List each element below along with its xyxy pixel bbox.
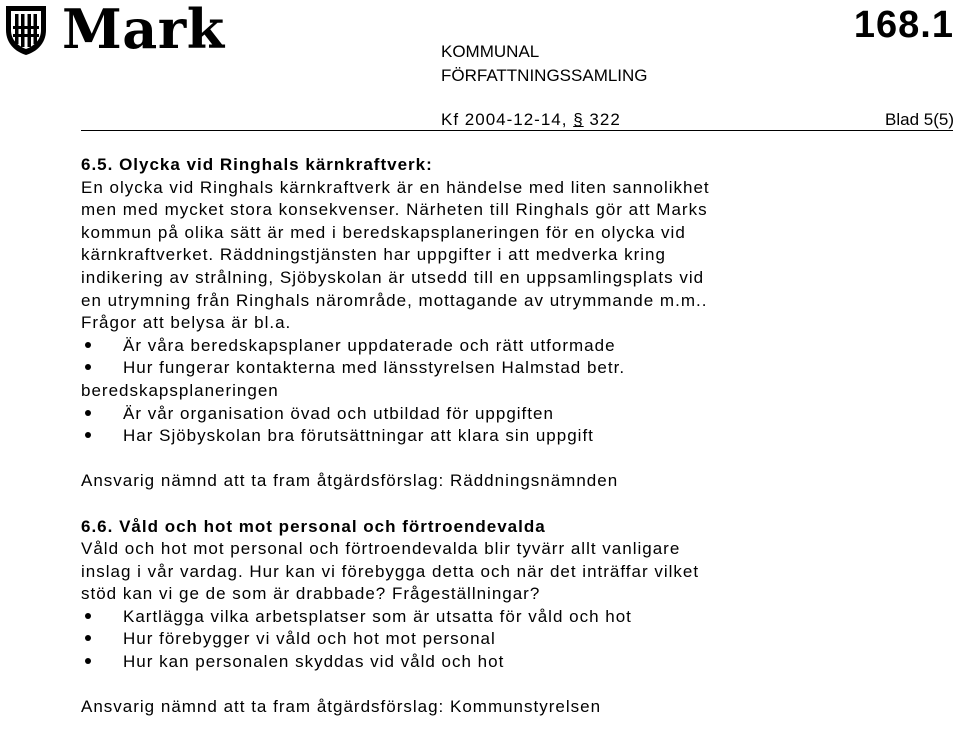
- list-item-text: Kartlägga vilka arbetsplatser som är utsatta för våld och hot: [123, 606, 632, 626]
- decision-date: Kf 2004-12-14,: [441, 110, 568, 129]
- section-heading: 6.5. Olycka vid Ringhals kärnkraftverk:: [81, 155, 433, 174]
- list-item: [81, 357, 951, 380]
- section-heading: 6.6. Våld och hot mot personal och förtroendevalda: [81, 516, 546, 536]
- responsible-committee: Ansvarig nämnd att ta fram åtgärdsförslag: Räddningsnämnden: [81, 471, 619, 491]
- bullet-icon: [85, 410, 91, 416]
- list-continuation: beredskapsplaneringen: [81, 380, 279, 400]
- spacer: [81, 674, 951, 697]
- bullet-icon: [85, 658, 91, 664]
- paragraph-line: Frågor att belysa är bl.a.: [81, 313, 292, 333]
- list-item-text: Hur förebygger vi våld och hot mot personal: [123, 629, 496, 649]
- list-item: [81, 606, 951, 629]
- paragraph-line: en utrymning från Ringhals närområde, mottagande av utrymmande m.m..: [81, 290, 708, 310]
- list-item-text: Är vår organisation övad och utbildad för uppgiften: [123, 403, 554, 423]
- list-item: [81, 335, 951, 358]
- paragraph-mark: §: [573, 110, 584, 129]
- paragraph-line: kommun på olika sätt är med i beredskapsplaneringen för en olycka vid: [81, 222, 686, 242]
- collection-title-line: KOMMUNAL: [441, 42, 540, 61]
- list-item-text: Hur kan personalen skyddas vid våld och hot: [123, 652, 505, 672]
- decision-reference: [441, 109, 621, 131]
- document-body: [81, 154, 951, 719]
- paragraph-line: stöd kan vi ge de som är drabbade? Frågeställningar?: [81, 584, 541, 604]
- list-item-text: Hur fungerar kontakterna med länsstyrelsen Halmstad betr.: [123, 358, 626, 378]
- paragraph-line: En olycka vid Ringhals kärnkraftverk är en händelse med liten sannolikhet: [81, 177, 710, 197]
- responsible-committee: Ansvarig nämnd att ta fram åtgärdsförslag: Kommunstyrelsen: [81, 697, 602, 717]
- spacer: [81, 448, 951, 471]
- bullet-icon: [85, 432, 91, 438]
- collection-title: [441, 40, 648, 88]
- paragraph-line: men med mycket stora konsekvenser. Närheten till Ringhals gör att Marks: [81, 200, 708, 220]
- list-item-text: Är våra beredskapsplaner uppdaterade och rätt utformade: [123, 335, 616, 355]
- spacer: [81, 493, 951, 516]
- bullet-icon: [85, 342, 91, 348]
- page-label: Blad 5(5): [885, 110, 954, 129]
- paragraph-line: Våld och hot mot personal och förtroendevalda blir tyvärr allt vanligare: [81, 539, 681, 559]
- bullet-icon: [85, 613, 91, 619]
- bullet-icon: [85, 364, 91, 370]
- list-item: [81, 425, 951, 448]
- bullet-icon: [85, 635, 91, 641]
- paragraph-line: inslag i vår vardag. Hur kan vi förebygga detta och när det inträffar vilket: [81, 561, 700, 581]
- header-divider: [81, 130, 953, 131]
- municipality-logo-text: Mark: [62, 0, 225, 61]
- paragraph-number: 322: [589, 110, 621, 129]
- list-item: [81, 403, 951, 426]
- municipality-coat-of-arms-icon: [4, 4, 48, 56]
- collection-title-line: FÖRFATTNINGSSAMLING: [441, 66, 648, 85]
- list-item: [81, 651, 951, 674]
- list-item: [81, 628, 951, 651]
- paragraph-line: kärnkraftverket. Räddningstjänsten har uppgifter i att medverka kring: [81, 245, 666, 265]
- document-number: 168.1: [853, 4, 954, 46]
- list-item-text: Har Sjöbyskolan bra förutsättningar att klara sin uppgift: [123, 426, 594, 446]
- paragraph-line: indikering av strålning, Sjöbyskolan är utsedd till en uppsamlingsplats vid: [81, 267, 705, 287]
